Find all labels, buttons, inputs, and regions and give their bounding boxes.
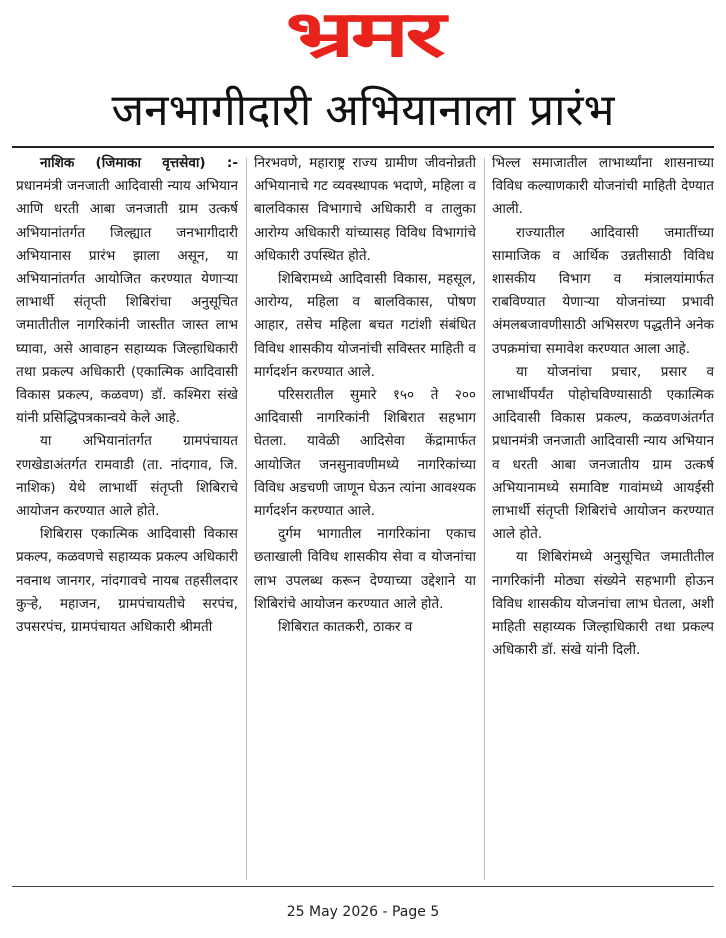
article-paragraph — [16, 152, 238, 430]
article-paragraph: या शिबिरांमध्ये अनुसूचित जमातीतील नागरिकांनी मोठ्या संख्येने सहभागी होऊन विविध शासकीय योजनांचा लाभ घेतला, अशी माहिती सहाय्यक जिल्हाधिकारी तथा प्रकल्प अधिकारी डॉ. संखे यांनी दिली. — [492, 549, 714, 659]
page-footer: 25 May 2026 - Page 5 — [286, 904, 440, 920]
article-paragraph: या योजनांचा प्रचार, प्रसार व लाभार्थीपर्यंत पोहोचविण्यासाठी एकात्मिक आदिवासी विकास प्रकल्प, कळवणअंतर्गत प्रधानमंत्री जनजाती आदिवासी न्याय अभियान व धरती आबा जनजातीय ग्राम उत्कर्ष अभियानामध्ये समाविष्ट गावांमध्ये आयईसी लाभार्थी संतृप्ती शिबिरांचे आयोजन करण्यात आले होते. — [492, 363, 714, 543]
masthead-logo: भ्रमर — [285, 0, 441, 72]
article-paragraph: निरभवणे, महाराष्ट्र राज्य ग्रामीण जीवनोन्नती अभियानाचे गट व्यवस्थापक भदाणे, महिला व बालविकास विभागाचे अधिकारी व तालुका आरोग्य अधिकारी यांच्यासह विविध विभागांचे अधिकारी उपस्थित होते. — [254, 155, 476, 264]
paragraph-text: प्रधानमंत्री जनजाती आदिवासी न्याय अभियान आणि धरती आबा जनजाती ग्राम उत्कर्ष अभियानांतर्गत जिल्ह्यात जनभागीदारी अभियानास प्रारंभ झाला असून, या अभियानांतर्गत आयोजित करण्यात येणाऱ्या लाभार्थी संतृप्ती शिबिरांचा अनुसूचित जमातीतील नागरिकांनी जास्तीत जास्त लाभ घ्यावा, असे आवाहन सहाय्यक जिल्हाधिकारी तथा प्रकल्प अधिकारी (एकात्मिक आदिवासी विकास प्रकल्प, कळवण) डॉ. कश्मिरा संखे यांनी प्रसिद्धिपत्रकान्वये केले आहे. — [16, 178, 238, 427]
dateline: नाशिक (जिमाका वृत्तसेवा) :- — [40, 155, 238, 171]
headline-divider — [12, 146, 714, 148]
article-paragraph: परिसरातील सुमारे १५० ते २०० आदिवासी नागरिकांनी शिबिरात सहभाग घेतला. यावेळी आदिसेवा केंद्रामार्फत आयोजित जनसुनावणीमध्ये नागरिकांच्या विविध अडचणी जाणून घेऊन त्यांना आवश्यक मार्गदर्शन करण्यात आले. — [254, 387, 476, 520]
article-headline: जनभागीदारी अभियानाला प्रारंभ — [111, 85, 615, 136]
article-paragraph: शिबिरामध्ये आदिवासी विकास, महसूल, आरोग्य, महिला व बालविकास, पोषण आहार, तसेच महिला बचत गटांशी संबंधित विविध शासकीय योजनांची सविस्तर माहिती व मार्गदर्शन करण्यात आले. — [254, 271, 476, 380]
article-paragraph: शिबिरात कातकरी, ठाकर व — [278, 619, 413, 636]
article-column-1 — [16, 152, 238, 884]
article-paragraph: राज्यातील आदिवासी जमातींच्या सामाजिक व आर्थिक उन्नतीसाठी विविध शासकीय विभाग व मंत्रालयांमार्फत राबविण्यात येणाऱ्या योजनांच्या प्रभावी अंमलबजावणीसाठी अभिसरण पद्धतीने अनेक उपक्रमांचा समावेश करण्यात आला आहे. — [492, 224, 714, 357]
article-paragraph: या अभियानांतर्गत ग्रामपंचायत रणखेडाअंतर्गत रामवाडी (ता. नांदगाव, जि. नाशिक) येथे लाभार्थी संतृप्ती शिबिराचे आयोजन करण्यात आले होते. — [16, 433, 238, 520]
article-paragraph: दुर्गम भागातील नागरिकांना एकाच छताखाली विविध शासकीय सेवा व योजनांचा लाभ उपलब्ध करून देण्याच्या उद्देशाने या शिबिरांचे आयोजन करण्यात आले होते. — [254, 526, 476, 612]
article-paragraph: भिल्ल समाजातील लाभार्थ्यांना शासनाच्या विविध कल्याणकारी योजनांची माहिती देण्यात आली. — [492, 155, 714, 218]
footer-divider — [12, 886, 714, 887]
article-paragraph: शिबिरास एकात्मिक आदिवासी विकास प्रकल्प, कळवणचे सहाय्यक प्रकल्प अधिकारी नवनाथ जानगर, नांदगावचे नायब तहसीलदार कुऱ्हे, महाजन, ग्रामपंचायतीचे सरपंच, उपसरपंच, ग्रामपंचायत अधिकारी श्रीमती — [16, 526, 238, 636]
column-divider — [484, 158, 485, 880]
article-column-2 — [254, 152, 476, 884]
article-column-3 — [492, 152, 714, 884]
masthead — [0, 0, 726, 70]
article-body — [16, 152, 712, 884]
column-divider — [246, 158, 247, 880]
